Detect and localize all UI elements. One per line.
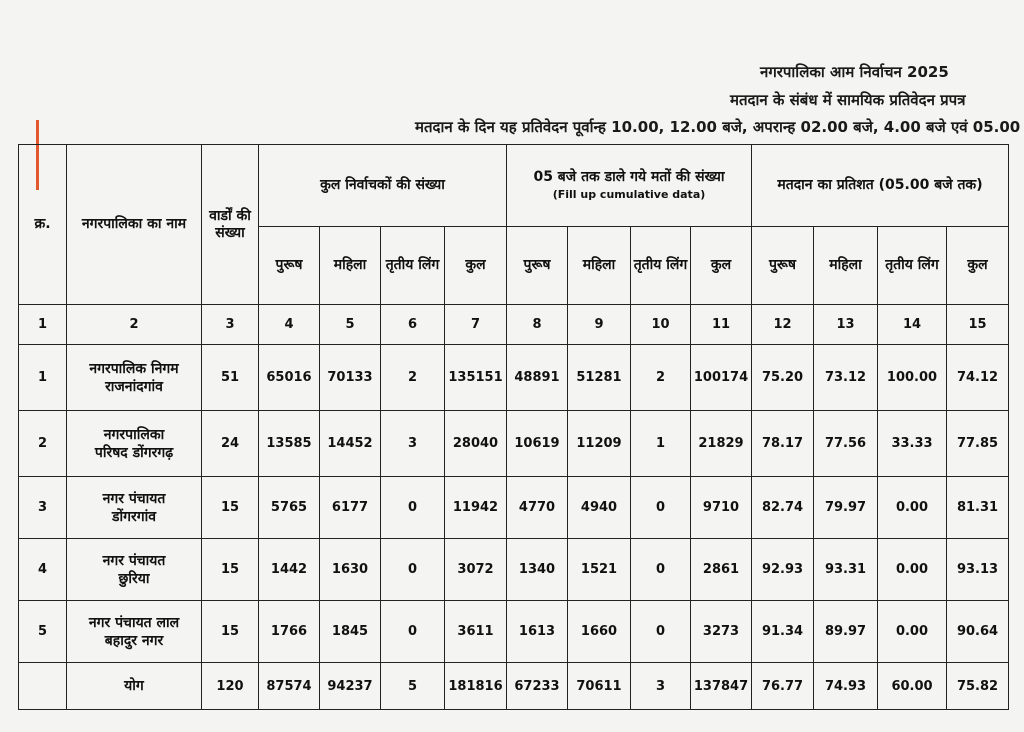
row-cell-e-m: 1442 (259, 539, 320, 601)
row-cell-v-m: 4770 (507, 477, 568, 539)
col-number: 9 (568, 305, 631, 345)
row-municipality-name (67, 477, 202, 539)
row-cell-v-f: 4940 (568, 477, 631, 539)
row-cell-p-m: 78.17 (752, 411, 814, 477)
column-number-row (19, 305, 1009, 345)
heading-line-3: मतदान के दिन यह प्रतिवेदन पूर्वान्ह 10.00, 12.00 बजे, अपरान्ह 02.00 बजे, 4.00 बजे एवं 05.00 (415, 118, 1021, 136)
row-cell-p-f: 89.97 (814, 601, 878, 663)
total-v-total: 137847 (691, 663, 752, 710)
row-cell-p-t: 0.00 (878, 477, 947, 539)
sub-male: पुरूष (752, 227, 814, 305)
table-row (19, 411, 1009, 477)
row-cell-e-t: 2 (381, 345, 445, 411)
total-v-male: 67233 (507, 663, 568, 710)
row-name-line: नगरपालिका (103, 426, 165, 443)
polling-report-table (18, 144, 1009, 710)
row-name-line: राजनांदगांव (105, 378, 163, 395)
row-cell-v-f: 11209 (568, 411, 631, 477)
row-sno: 4 (19, 539, 67, 601)
header-percent: मतदान का प्रतिशत (05.00 बजे तक) (752, 145, 1009, 227)
table-row (19, 601, 1009, 663)
row-cell-p-m: 92.93 (752, 539, 814, 601)
row-name-line: नगर पंचायत लाल (88, 614, 180, 631)
sub-third: तृतीय लिंग (631, 227, 691, 305)
row-cell-e-total: 3611 (445, 601, 507, 663)
row-cell-p-m: 91.34 (752, 601, 814, 663)
total-e-male: 87574 (259, 663, 320, 710)
row-cell-p-total: 93.13 (947, 539, 1009, 601)
row-municipality-name (67, 345, 202, 411)
row-cell-v-t: 0 (631, 539, 691, 601)
sub-third: तृतीय लिंग (381, 227, 445, 305)
total-p-total: 75.82 (947, 663, 1009, 710)
row-cell-e-t: 3 (381, 411, 445, 477)
col-number: 2 (67, 305, 202, 345)
row-cell-p-total: 77.85 (947, 411, 1009, 477)
col-number: 6 (381, 305, 445, 345)
row-cell-e-f: 6177 (320, 477, 381, 539)
total-p-male: 76.77 (752, 663, 814, 710)
row-cell-v-m: 48891 (507, 345, 568, 411)
row-cell-e-m: 1766 (259, 601, 320, 663)
row-municipality-name (67, 601, 202, 663)
header-sno: क्र. (19, 145, 67, 305)
row-cell-e-total: 11942 (445, 477, 507, 539)
sub-female: महिला (568, 227, 631, 305)
col-number: 13 (814, 305, 878, 345)
row-cell-v-total: 3273 (691, 601, 752, 663)
row-cell-p-total: 90.64 (947, 601, 1009, 663)
total-wards: 120 (202, 663, 259, 710)
col-number: 7 (445, 305, 507, 345)
row-cell-e-total: 3072 (445, 539, 507, 601)
heading-line-2: मतदान के संबंध में सामयिक प्रतिवेदन प्रपत्र (730, 91, 966, 109)
col-number: 5 (320, 305, 381, 345)
total-e-total: 181816 (445, 663, 507, 710)
row-cell-e-f: 14452 (320, 411, 381, 477)
row-cell-v-m: 1340 (507, 539, 568, 601)
row-sno: 5 (19, 601, 67, 663)
row-cell-v-f: 1660 (568, 601, 631, 663)
table-row (19, 539, 1009, 601)
heading-line-1: नगरपालिका आम निर्वाचन 2025 (760, 63, 949, 81)
total-v-female: 70611 (568, 663, 631, 710)
row-cell-v-m: 10619 (507, 411, 568, 477)
row-sno: 1 (19, 345, 67, 411)
table-row (19, 345, 1009, 411)
row-cell-v-t: 2 (631, 345, 691, 411)
row-cell-p-f: 73.12 (814, 345, 878, 411)
col-number: 11 (691, 305, 752, 345)
row-name-line: बहादुर नगर (104, 632, 164, 649)
row-cell-v-total: 21829 (691, 411, 752, 477)
sub-male: पुरूष (259, 227, 320, 305)
row-cell-e-f: 1630 (320, 539, 381, 601)
row-cell-v-f: 51281 (568, 345, 631, 411)
row-cell-v-total: 9710 (691, 477, 752, 539)
row-cell-p-t: 33.33 (878, 411, 947, 477)
row-cell-v-f: 1521 (568, 539, 631, 601)
row-cell-p-m: 82.74 (752, 477, 814, 539)
row-cell-wards: 15 (202, 477, 259, 539)
row-cell-e-f: 1845 (320, 601, 381, 663)
row-cell-p-total: 81.31 (947, 477, 1009, 539)
row-cell-wards: 15 (202, 601, 259, 663)
total-e-third: 5 (381, 663, 445, 710)
col-number: 10 (631, 305, 691, 345)
row-cell-v-t: 0 (631, 477, 691, 539)
table-row (19, 477, 1009, 539)
sub-female: महिला (320, 227, 381, 305)
total-v-third: 3 (631, 663, 691, 710)
col-number: 14 (878, 305, 947, 345)
row-name-line: छुरिया (118, 570, 150, 587)
sub-total: कुल (947, 227, 1009, 305)
row-name-line: नगर पंचायत (102, 490, 166, 507)
row-cell-e-t: 0 (381, 477, 445, 539)
row-cell-p-m: 75.20 (752, 345, 814, 411)
row-cell-v-m: 1613 (507, 601, 568, 663)
col-number: 8 (507, 305, 568, 345)
row-sno: 2 (19, 411, 67, 477)
row-cell-wards: 51 (202, 345, 259, 411)
row-cell-e-t: 0 (381, 539, 445, 601)
row-name-line: डोंगरगांव (111, 508, 157, 525)
col-number: 15 (947, 305, 1009, 345)
sub-male: पुरूष (507, 227, 568, 305)
row-cell-p-t: 100.00 (878, 345, 947, 411)
row-cell-e-f: 70133 (320, 345, 381, 411)
row-cell-e-m: 13585 (259, 411, 320, 477)
row-cell-p-total: 74.12 (947, 345, 1009, 411)
row-cell-e-m: 5765 (259, 477, 320, 539)
header-votes-note: (Fill up cumulative data) (552, 187, 706, 201)
row-name-line: परिषद डोंगरगढ़ (94, 444, 174, 461)
row-cell-e-m: 65016 (259, 345, 320, 411)
header-wards: वार्डों की संख्या (202, 145, 259, 305)
row-sno: 3 (19, 477, 67, 539)
row-cell-e-total: 135151 (445, 345, 507, 411)
total-p-female: 74.93 (814, 663, 878, 710)
header-name: नगरपालिका का नाम (67, 145, 202, 305)
row-cell-wards: 24 (202, 411, 259, 477)
row-cell-p-f: 79.97 (814, 477, 878, 539)
row-name-line: नगरपालिक निगम (89, 360, 179, 377)
report-heading (0, 0, 1024, 140)
total-sno (19, 663, 67, 710)
col-number: 4 (259, 305, 320, 345)
col-number: 1 (19, 305, 67, 345)
row-cell-v-t: 1 (631, 411, 691, 477)
total-row (19, 663, 1009, 710)
row-cell-v-t: 0 (631, 601, 691, 663)
row-name-line: नगर पंचायत (102, 552, 166, 569)
row-cell-v-total: 2861 (691, 539, 752, 601)
header-votes-label: 05 बजे तक डाले गये मतों की संख्या (533, 168, 725, 185)
row-cell-e-t: 0 (381, 601, 445, 663)
sub-third: तृतीय लिंग (878, 227, 947, 305)
col-number: 12 (752, 305, 814, 345)
total-label: योग (67, 663, 202, 710)
sub-total: कुल (691, 227, 752, 305)
sub-female: महिला (814, 227, 878, 305)
row-cell-e-total: 28040 (445, 411, 507, 477)
row-municipality-name (67, 539, 202, 601)
total-p-third: 60.00 (878, 663, 947, 710)
total-e-female: 94237 (320, 663, 381, 710)
row-cell-p-f: 77.56 (814, 411, 878, 477)
row-cell-p-t: 0.00 (878, 601, 947, 663)
row-cell-v-total: 100174 (691, 345, 752, 411)
row-cell-p-t: 0.00 (878, 539, 947, 601)
sub-total: कुल (445, 227, 507, 305)
header-electors: कुल निर्वाचकों की संख्या (259, 145, 507, 227)
col-number: 3 (202, 305, 259, 345)
row-cell-p-f: 93.31 (814, 539, 878, 601)
header-votes (507, 145, 752, 227)
row-cell-wards: 15 (202, 539, 259, 601)
row-municipality-name (67, 411, 202, 477)
